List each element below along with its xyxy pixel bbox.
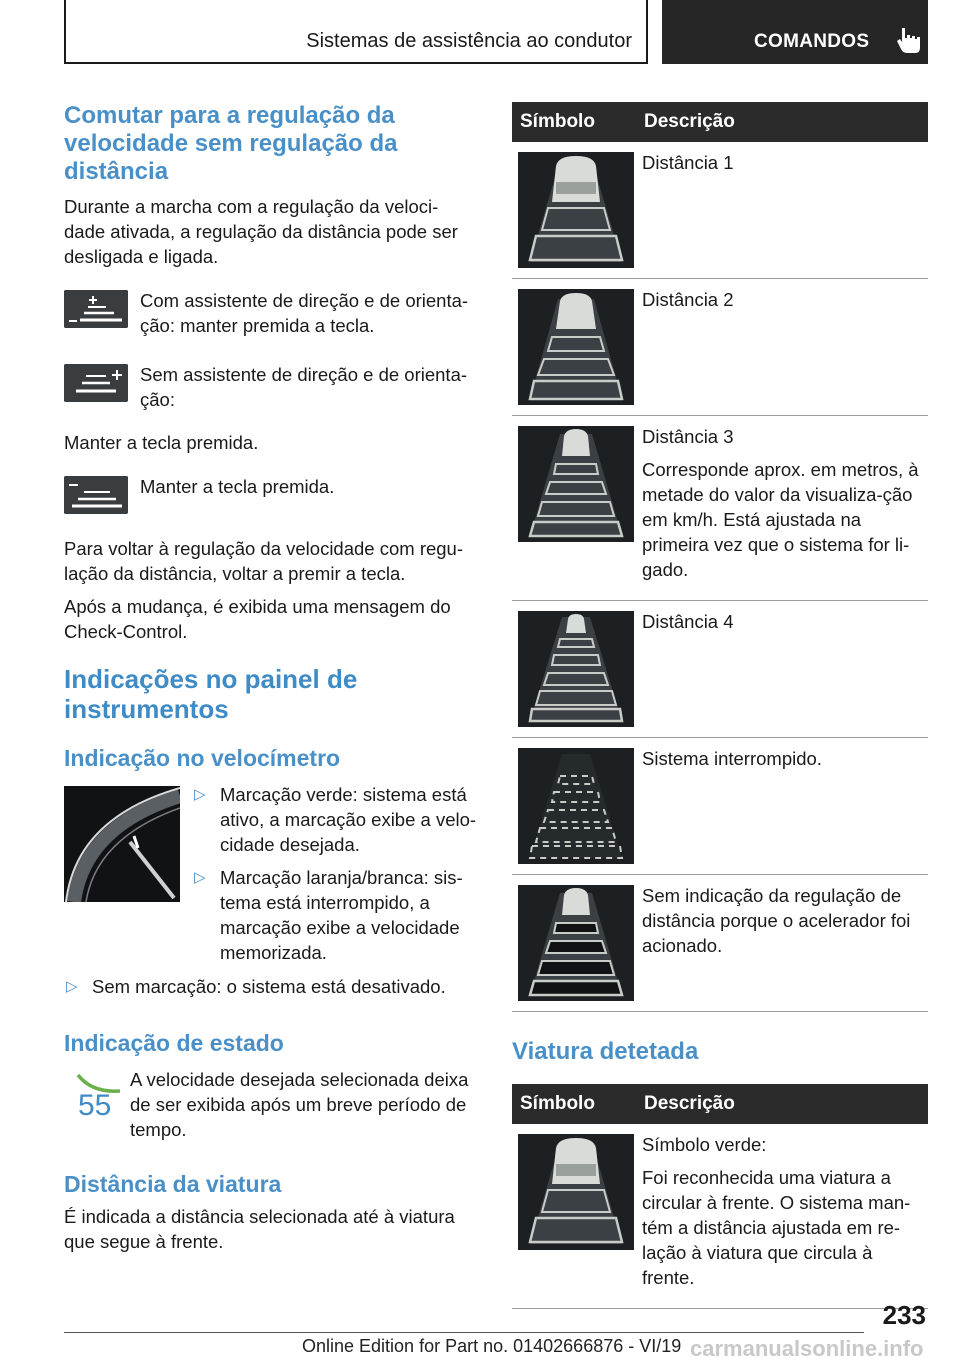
status-section-title: Indicação de estado (64, 1029, 284, 1056)
distance-symbol-table (512, 102, 928, 1012)
hand-pointer-icon (896, 26, 922, 54)
button-row-1 (64, 288, 478, 338)
switch-intro-text: Durante a marcha com a regulação da veloci-dade ativada, a regulação da distância pode ser desligada e ligada. (64, 196, 458, 267)
button-row-3 (64, 474, 478, 514)
table-row (512, 416, 928, 601)
button-row-2 (64, 362, 478, 412)
speedo-section-title: Indicação no velocímetro (64, 744, 341, 771)
description-cell: Símbolo verde: Foi reconhecida uma viatura a circular à frente. O sistema man-tém a distância ajustada em re-lação à viatura que circula à frente. (636, 1124, 928, 1309)
description-cell: Sem indicação da regulação de distância porque o acelerador foi acionado. (636, 875, 928, 1012)
after-change-text: Após a mudança, é exibida uma mensagem do Check-Control. (64, 595, 451, 642)
description-cell: Distância 2 (636, 279, 928, 416)
page-header (64, 0, 928, 64)
status-text: A velocidade desejada selecionada deixa de ser exibida após um breve período de tempo. (130, 1068, 469, 1140)
button-row-3-text: Manter a tecla premida. (140, 475, 335, 497)
header-section-title: Sistemas de assistência ao condutor (306, 30, 632, 52)
system-interrupted-icon (518, 748, 634, 864)
distance-3-icon (518, 426, 634, 542)
symbol-cell (512, 142, 636, 279)
speedo-item-off: ▷ Sem marcação: o sistema está desativado. (66, 975, 446, 997)
speedo-list-off (64, 974, 478, 999)
distance-4-icon (518, 611, 634, 727)
distance-button-minus-icon (64, 476, 128, 514)
symbol-cell (512, 738, 636, 875)
distance-button-without-assist-icon (64, 364, 128, 402)
table-row (512, 738, 928, 875)
col-description-header: Descrição (636, 102, 928, 142)
speed-status-number: 55 (78, 1088, 112, 1122)
table-row (512, 601, 928, 738)
button-row-1-text: Com assistente de direção e de orienta-ção: manter premida a tecla. (140, 289, 469, 336)
speedometer-image (64, 786, 180, 902)
right-column (512, 102, 928, 1309)
distance-1-icon (518, 152, 634, 268)
header-tab-label: COMANDOS (754, 31, 870, 52)
triangle-bullet-icon: ▷ (194, 785, 206, 803)
speedo-item-green: ▷ Marcação verde: sistema está ativo, a marcação exibe a velo-cidade desejada. (194, 783, 477, 855)
speedo-block (64, 783, 478, 976)
footer-edition: Online Edition for Part no. 01402666876 - VI/19 (302, 1336, 682, 1356)
distance-text: É indicada a distância selecionada até à viatura que segue à frente. (64, 1205, 455, 1252)
footer-divider (64, 1332, 864, 1333)
symbol-cell (512, 1124, 636, 1309)
table-row (512, 279, 928, 416)
distance-button-with-assist-icon (64, 290, 128, 328)
triangle-bullet-icon: ▷ (194, 868, 206, 886)
vehicle-symbol-table (512, 1084, 928, 1309)
vehicle-section-title: Viatura detetada (512, 1038, 699, 1065)
symbol-cell (512, 875, 636, 1012)
back-text: Para voltar à regulação da velocidade com regu-lação da distância, voltar a premir a tecla. (64, 537, 464, 584)
description-cell: Sistema interrompido. (636, 738, 928, 875)
description-cell: Distância 1 (636, 142, 928, 279)
speedo-item-orange: ▷ Marcação laranja/branca: sis-tema está interrompido, a marcação exibe a velocidade memorizada. (194, 866, 463, 963)
status-block (64, 1067, 478, 1142)
page-number: 233 (882, 1300, 926, 1330)
switch-section-title: Comutar para a regulação da velocidade sem regulação da distância (64, 102, 398, 185)
vehicle-detected-icon (518, 1134, 634, 1250)
table-row (512, 1124, 928, 1309)
table-row (512, 875, 928, 1012)
button-row-2-text: Sem assistente de direção e de orienta-ção: (140, 363, 468, 410)
speed-status-icon (70, 1071, 126, 1127)
table-header-row (512, 1084, 928, 1124)
distance-2-icon (518, 289, 634, 405)
symbol-cell (512, 279, 636, 416)
description-cell: Distância 3 Corresponde aprox. em metros, à metade do valor da visualiza-ção em km/h. Está ajustada na primeira vez que o sistema for li-gado. (636, 416, 928, 601)
col-symbol-header: Símbolo (512, 1084, 636, 1124)
header-section-box (64, 0, 648, 64)
table-header-row (512, 102, 928, 142)
table-row (512, 142, 928, 279)
symbol-cell (512, 601, 636, 738)
accelerator-override-icon (518, 885, 634, 1001)
panel-section-title: Indicações no painel de instrumentos (64, 663, 358, 724)
footer-watermark: carmanualsonline.info (690, 1336, 924, 1361)
speedo-list (192, 782, 478, 973)
col-description-header: Descrição (636, 1084, 928, 1124)
description-cell: Distância 4 (636, 601, 928, 738)
triangle-bullet-icon: ▷ (66, 977, 78, 995)
col-symbol-header: Símbolo (512, 102, 636, 142)
header-chapter-tab[interactable] (662, 0, 928, 64)
left-column (64, 102, 478, 1254)
button-row-2-follow: Manter a tecla premida. (64, 432, 259, 453)
distance-section-title: Distância da viatura (64, 1170, 282, 1197)
symbol-cell (512, 416, 636, 601)
